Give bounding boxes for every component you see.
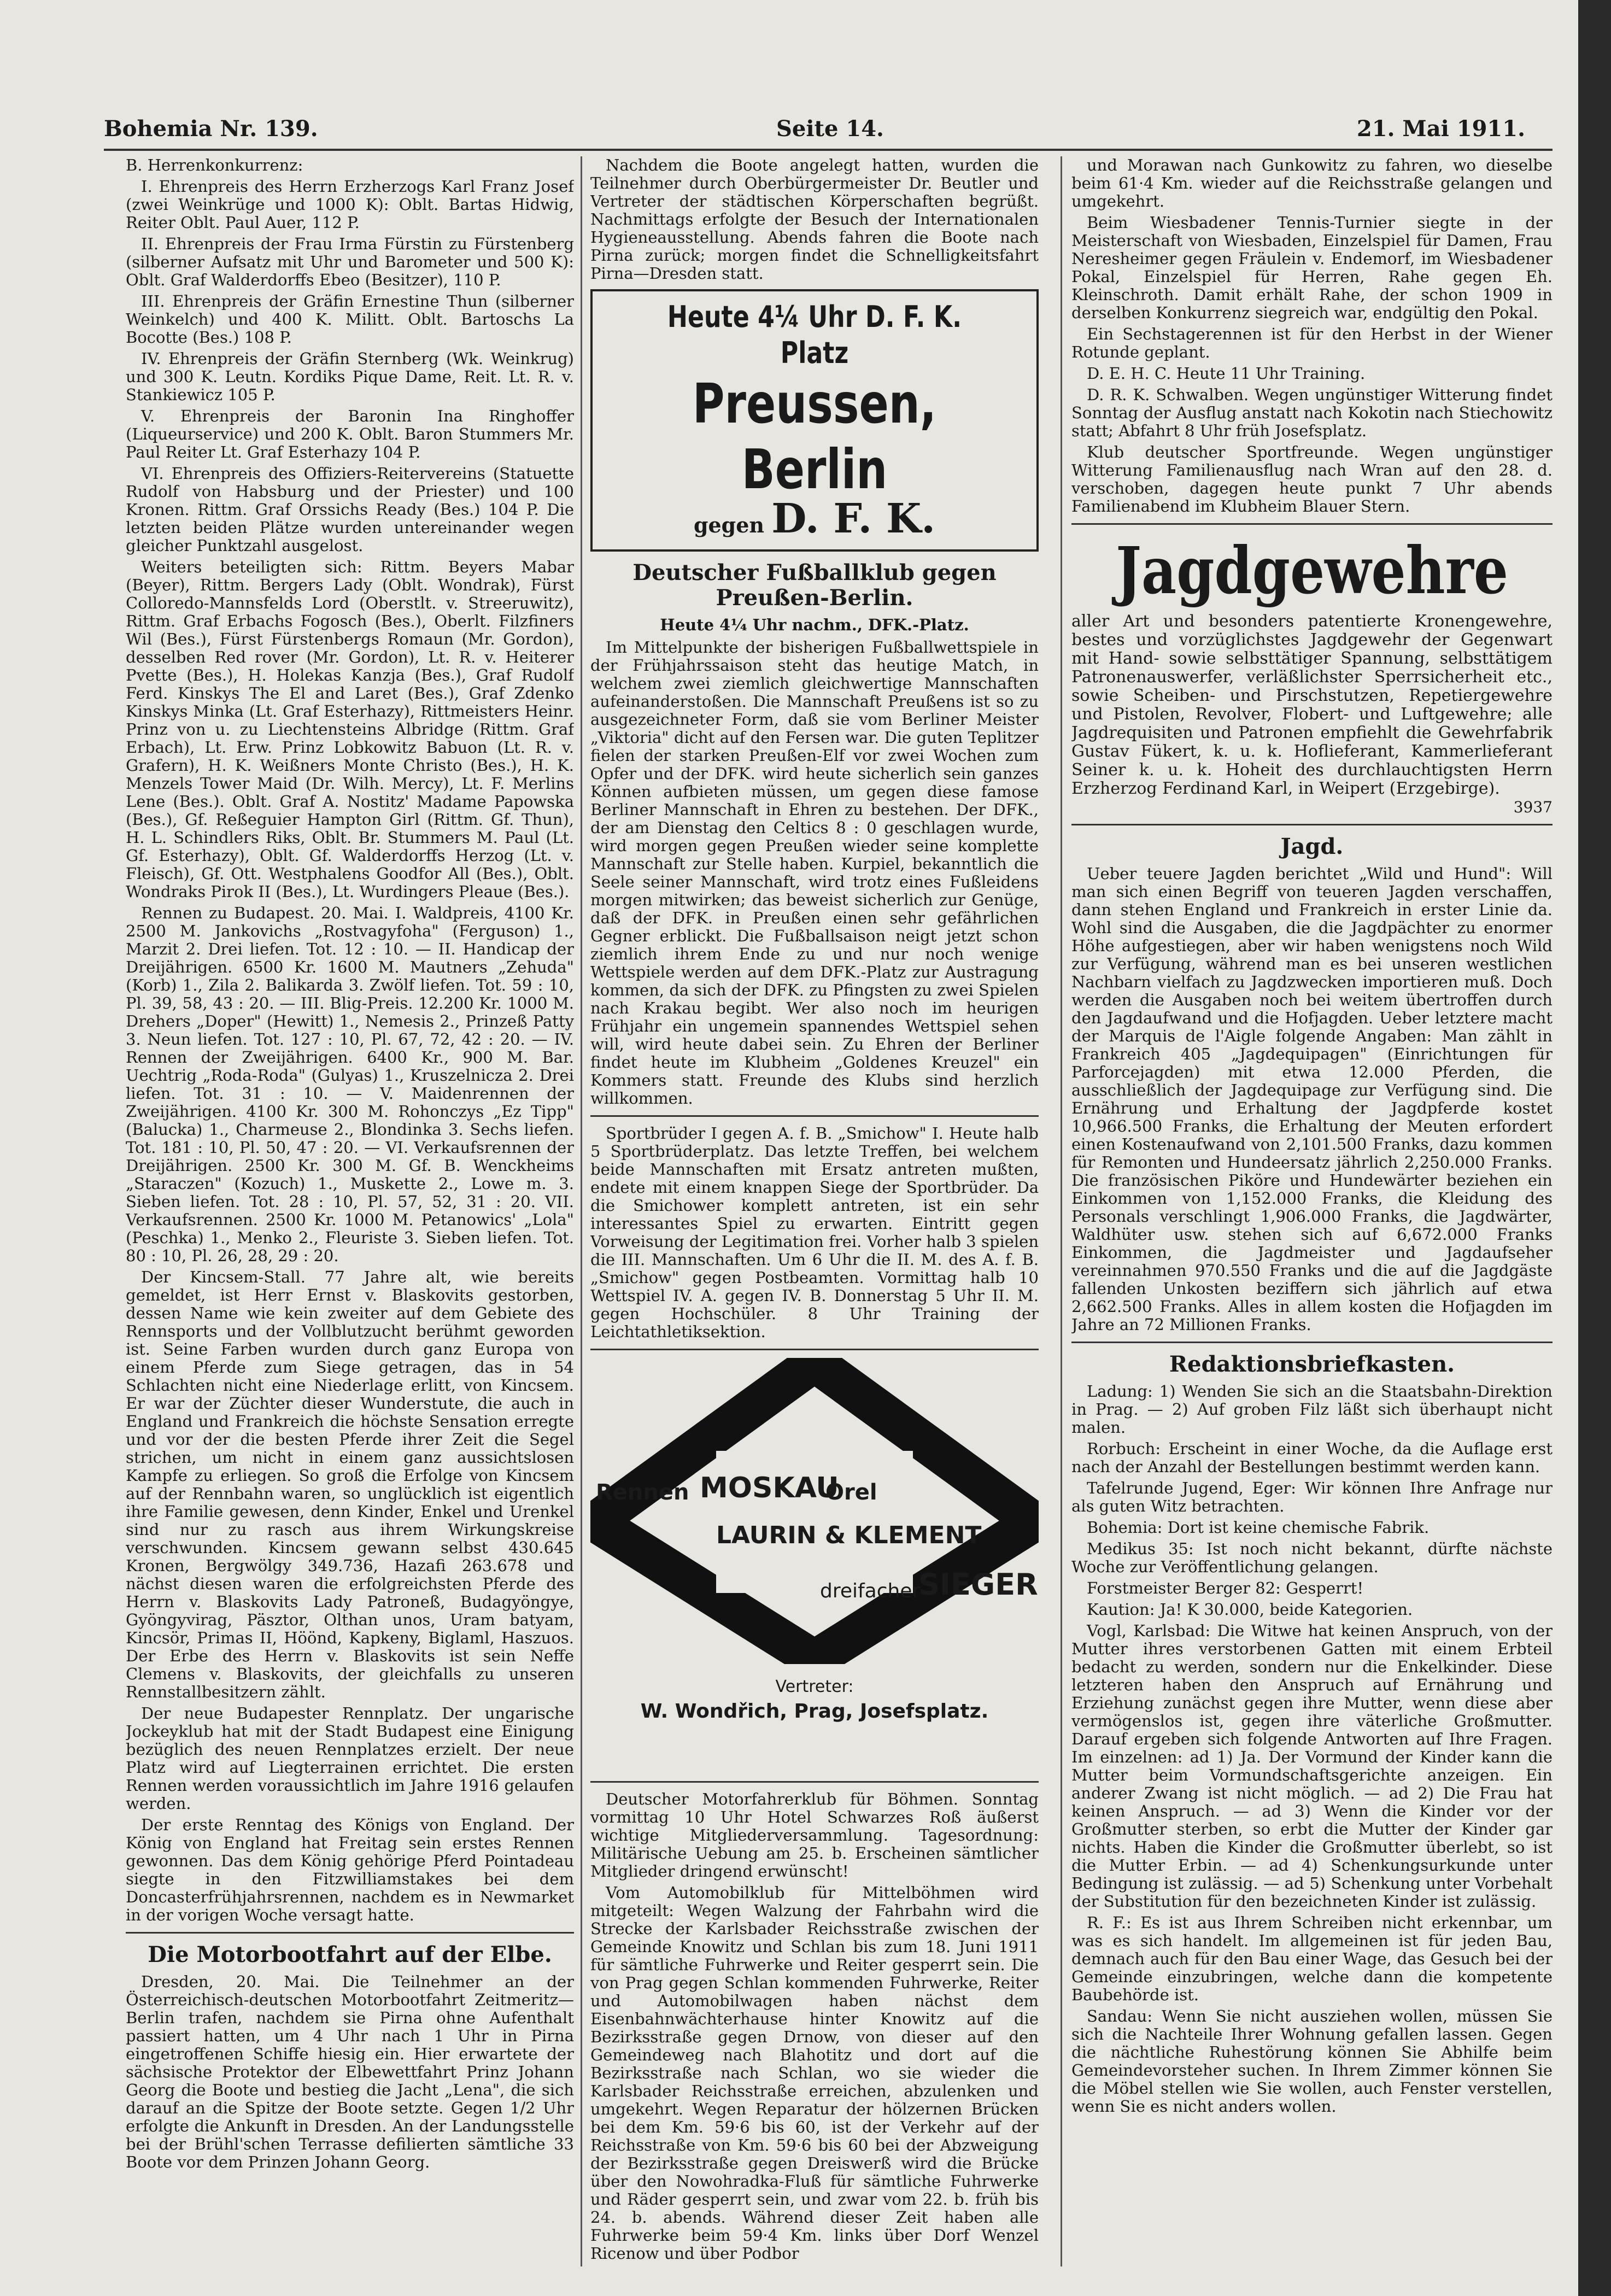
column-middle	[590, 156, 1039, 2266]
paragraph: und Morawan nach Gunkowitz zu fahren, wo dieselbe beim 61·4 Km. wieder auf die Reichsstraße gelangen und umgekehrt.	[1071, 156, 1553, 210]
advert-vertreter: Vertreter:	[775, 1677, 854, 1696]
headline-briefkasten: Redaktionsbriefkasten.	[1169, 1351, 1455, 1377]
paragraph: Dresden, 20. Mai. Die Teilnehmer an der Österreichisch-deutschen Motorbootfahrt Zeitmeritz—Berlin trafen, nachdem sie Pirna ohne Aufenthalt passiert hatten, um 4 Uhr nach 1 Uhr in Pirna eingetroffenen Schiffe hiesig ein. Hier erwartete der sächsische Protektor der Elbewettfahrt Prinz Johann Georg die Boote und bestieg die Jacht „Lena", die sich darauf an die Spitze der Boote setzte. Gegen 1/2 Uhr erfolgte die Ankunft in Dresden. An der Landungsstelle bei der Brühl'schen Terrasse defilierten sämtliche 33 Boote vor dem Prinzen Johann Georg.	[126, 1972, 574, 2171]
advert-sieger: SIEGER	[918, 1567, 1038, 1602]
section-rule	[126, 1932, 574, 1934]
reply-item: Sandau: Wenn Sie nicht ausziehen wollen, müssen Sie sich die Nachteile Ihrer Wohnung gefallen lassen. Gegen die nächtliche Ruhestörung können Sie Abhilfe beim Gemeindevorsteher suchen. In Ihrem Zimmer können Sie die Möbel stellen wie Sie wollen, auch Fenster verstellen, wenn Sie es nicht anders wollen.	[1071, 2007, 1553, 2116]
reply-item: Ladung: 1) Wenden Sie sich an die Staatsbahn-Direktion in Prag. — 2) Auf groben Filz läßt sich überhaupt nicht malen.	[1071, 1382, 1553, 1437]
section-rule	[1071, 824, 1553, 825]
paragraph: Weiters beteiligten sich: Rittm. Beyers Mabar (Beyer), Rittm. Bergers Lady (Oblt. Wondrak), Fürst Colloredo-Mannsfelds Lord (Oberstlt. v. Streeruwitz), Rittm. Graf Erbachs Fogosch (Bes.), Oberlt. Filzfiners Wil (Bes.), Fürst Fürstenbergs Romaun (Mr. Gordon), desselben Red rover (Mr. Gordon), Lt. R. v. Heiterer Pvette (Bes.), H. Holekas Kanzja (Bes.), Graf Rudolf Ferd. Kinskys The El and Laret (Bes.), Graf Zdenko Kinskys Minka (Lt. Graf Esterhazy), Rittmeisters Heinr. Prinz von u. zu Liechtensteins Albridge (Rittm. Graf Erbach), Lt. Erw. Prinz Lobkowitz Babuon (Lt. R. v. Grafern), H. K. Weißners Monte Christo (Bes.), H. K. Menzels Tower Maid (Dr. Wilh. Mercy), Lt. F. Merlins Lene (Bes.). Oblt. Graf A. Nostitz' Madame Papowska (Bes.), Gf. Reßeguier Hampton Girl (Rittm. Gf. Thun), H. L. Schindlers Riks, Oblt. Br. Stummers M. Paul (Lt. Gf. Esterhazy), Oblt. Gf. Walderdorffs Herzog (Lt. v. Fleisch), Gf. Ott. Westphalens Goodfor All (Bes.), Oblt. Wondraks Pirok II (Bes.), Lt. Wurdingers Pleaue (Bes.).	[126, 558, 574, 901]
diamond-logo-icon	[590, 1358, 1039, 1664]
reply-item: Forstmeister Berger 82: Gesperrt!	[1087, 1579, 1364, 1597]
advert-gegen: gegen	[693, 513, 765, 537]
header-page-number: Seite 14.	[776, 116, 884, 142]
scan-edge	[1578, 0, 1611, 2296]
paragraph: Beim Wiesbadener Tennis-Turnier siegte in der Meisterschaft von Wiesbaden, Einzelspiel für Damen, Frau Neresheimer gegen Fräulein v. Endemorf, im Wiesbadener Pokal, Einzelspiel für Herren, Rahe gegen Eh. Kleinschroth. Damit erhält Rahe, der schon 1909 in derselben Konkurrenz siegreich war, endgültig den Pokal.	[1071, 213, 1553, 322]
paragraph: D. R. K. Schwalben. Wegen ungünstiger Witterung findet Sonntag der Ausflug anstatt nach Kokotin nach Stiechowitz statt; Abfahrt 8 Uhr früh Josefsplatz.	[1071, 385, 1553, 440]
reply-item: Tafelrunde Jugend, Eger: Wir können Ihre Anfrage nur als guten Witz betrachten.	[1071, 1479, 1553, 1515]
header-issue: Bohemia Nr. 139.	[104, 116, 318, 142]
advert-address: W. Wondřich, Prag, Josefsplatz.	[640, 1700, 989, 1723]
page-header	[104, 116, 1525, 149]
paragraph: Klub deutscher Sportfreunde. Wegen ungünstiger Witterung Familienausflug nach Wran auf den 28. d. verschoben, dagegen heute punkt 7 Uhr abends Familienabend im Klubheim Blauer Stern.	[1071, 443, 1553, 516]
paragraph: Ueber teuere Jagden berichtet „Wild und Hund": Will man sich einen Begriff von teueren Jagden verschaffen, dann stehen England und Frankreich in erster Linie da. Wohl sind die Ausgaben, die die Jagdpächter zu enormer Höhe aufgestiegen, aber wir haben wenigstens noch Wild zur Verfügung, während man es bei unseren westlichen Nachbarn vielfach zu Jagdzwecken importieren muß. Doch werden die Ausgaben noch bei weitem übertroffen durch den Jagdaufwand und die Hofjagden. Ueber letztere macht der Marquis de l'Aigle folgende Angaben: Man zählt in Frankreich 405 „Jagdequipagen" (Einrichtungen für Parforcejagden) mit etwa 12.000 Pferden, die ausschließlich der Jagdequipage zur Verfügung sind. Die Ernährung und Erhaltung der Jagdpferde kostet 10,966.500 Franks, die Erhaltung der Meuten erfordert einen Kostenaufwand von 2,101.500 Franks, dazu kommen für Remonten und Hundeersatz jährlich 2,250.000 Franks. Die französischen Piköre und Hundewärter beziehen ein Einkommen von 1,152.000 Franks, die Kleidung des Personals verschlingt 1,906.000 Franks, die Jagdwärter, Waldhüter usw. stehen sich auf 6,672.000 Franks Einkommen, die Jagdmeister und Jagdaufseher vereinnahmen 970.550 Franks und die auf die Jagdgäste fallenden Unkosten beziffern sich jährlich auf etwa 2,662.500 Franks. Alles in allem kosten die Hofjagden im Jahre an 72 Millionen Franks.	[1071, 864, 1553, 1334]
advert-dreifacher: dreifacher	[820, 1580, 921, 1602]
paragraph: Der neue Budapester Rennplatz. Der ungarische Jockeyklub hat mit der Stadt Budapest eine Einigung bezüglich des neuen Rennplatzes erzielt. Der neue Platz wird auf Liegterrainen errichtet. Die ersten Rennen werden voraussichtlich im Jahre 1916 gelaufen werden.	[126, 1704, 574, 1813]
paragraph: Nachdem die Boote angelegt hatten, wurden die Teilnehmer durch Oberbürgermeister Dr. Beutler und Vertreter der städtischen Körperschaften begrüßt. Nachmittags erfolgte der Besuch der Internationalen Hygieneausstellung. Abends fahren die Boote nach Pirna zurück; morgen findet die Schnelligkeitsfahrt Pirna—Dresden statt.	[590, 156, 1039, 283]
advert-football-match	[590, 289, 1039, 552]
reply-item: R. F.: Es ist aus Ihrem Schreiben nicht erkennbar, um was es sich handelt. Im allgemeinen ist für jeden Bau, demnach auch für den Bau einer Wage, das Gesuch bei der Gemeinde einzubringen, welche dann die kompetente Baubehörde ist.	[1071, 1913, 1553, 2004]
header-date: 21. Mai 1911.	[1356, 116, 1525, 142]
paragraph: Deutscher Motorfahrerklub für Böhmen. Sonntag vormittag 10 Uhr Hotel Schwarzes Roß äußerst wichtige Mitgliederversammlung. Tagesordnung: Militärische Uebung am 25. b. Erscheinen sämtlicher Mitglieder dringend erwünscht!	[590, 1790, 1039, 1881]
reply-item: Rorbuch: Erscheint in einer Woche, da die Auflage erst nach der Anzahl der Bestellungen bestimmt werden kann.	[1071, 1439, 1553, 1476]
reply-item: Kaution: Ja! K 30.000, beide Kategorien.	[1087, 1600, 1413, 1619]
paragraph: V. Ehrenpreis der Baronin Ina Ringhoffer (Liqueurservice) und 200 K. Oblt. Baron Stummers Mr. Paul Reiter Lt. Graf Esterhazy 104 P.	[126, 407, 574, 461]
section-rule	[590, 1781, 1039, 1783]
advert-number: 3937	[1513, 798, 1553, 816]
advert-jagdgewehre-title: Jagdgewehre	[1116, 532, 1508, 608]
paragraph: D. E. H. C. Heute 11 Uhr Training.	[1087, 364, 1366, 383]
column-right	[1071, 156, 1553, 2266]
advert-club: D. F. K.	[771, 495, 936, 542]
paragraph: Vom Automobilklub für Mittelböhmen wird mitgeteilt: Wegen Walzung der Fahrbahn wird die Strecke der Karlsbader Reichsstraße zwischen der Gemeinde Knowitz und Schlan bis zum 18. Juni 1911 für sämtliche Fuhrwerke und Reiter gesperrt sein. Die von Prag gegen Schlan kommenden Fuhrwerke, Reiter und Automobilwagen haben nächst dem Eisenbahnwächterhause hinter Knowitz auf die Bezirksstraße gegen Drnow, von dieser auf den Gemeindeweg nach Blahotitz und dort auf die Bezirksstraße nach Schlan, wo sie wieder die Karlsbader Reichsstraße erreichen, abzulenken und umgekehrt. Wegen Reparatur der hölzernen Brücken bei dem Km. 59·6 bis 60, ist der Verkehr auf der Reichsstraße von Km. 59·6 bis 60 bei der Abzweigung der Bezirksstraße gegen Dreiswerß wird die Brücke über den Nowohradka-Fluß für sämtliche Fuhrwerke und Räder gesperrt sein, und zwar vom 22. b. früh bis 24. b. abends. Während dieser Zeit haben alle Fuhrwerke beim 59·4 Km. links über Dorf Wenzel Ricenow und über Podbor	[590, 1883, 1039, 2263]
paragraph: Der erste Renntag des Königs von England. Der König von England hat Freitag sein erstes Rennen gewonnen. Das dem König gehörige Pferd Pointadeau siegte in den Fitzwilliamstakes bei dem Doncasterfrühjahrsrennen, nachdem es in Newmarket in der vorigen Woche versagt hatte.	[126, 1815, 574, 1924]
paragraph: III. Ehrenpreis der Gräfin Ernestine Thun (silberner Weinkelch) und 400 K. Militt. Oblt. Bartoschs La Bocotte (Bes.) 108 P.	[126, 292, 574, 347]
column-rule-1	[581, 156, 582, 2266]
headline-motorboat: Die Motorbootfahrt auf der Elbe.	[148, 1942, 552, 1967]
paragraph: B. Herrenkonkurrenz:	[126, 156, 303, 174]
reply-item: Bohemia: Dort ist keine chemische Fabrik.	[1087, 1518, 1430, 1537]
header-rule	[104, 149, 1553, 151]
section-rule	[590, 1349, 1039, 1350]
advert-laurin-klement	[590, 1358, 1039, 1773]
section-rule	[590, 1115, 1039, 1117]
advert-jagdgewehre-text: aller Art und besonders patentierte Kronengewehre, bestes und vorzüglichstes Jagdgewehr der Gegenwart mit Hand- sowie selbsttätiger Spannung, selbsttätigem Patronenauswerfer, verläßlichster Sperrsicherheit etc., sowie Scheiben- und Pirschstutzen, Repetiergewehre und Pistolen, Revolver, Flobert- und Luftgewehre; alle Jagdrequisiten und Patronen empfiehlt die Gewehrfabrik Gustav Fükert, k. u. k. Hoflieferant, Kammerlieferant Seiner k. u. k. Hoheit des durchlauchtigsten Herrn Erzherzog Ferdinand Karl, in Weipert (Erzgebirge).	[1071, 612, 1553, 798]
advert-line: Heute 4¼ Uhr D. F. K. Platz	[667, 300, 962, 370]
paragraph: II. Ehrenpreis der Frau Irma Fürstin zu Fürstenberg (silberner Aufsatz mit Uhr und Barometer und 500 K): Oblt. Graf Walderdorffs Ebeo (Besitzer), 110 P.	[126, 235, 574, 289]
advert-team-name: Preussen, Berlin	[692, 372, 937, 501]
paragraph: Sportbrüder I gegen A. f. B. „Smichow" I. Heute halb 5 Sportbrüderplatz. Das letzte Treffen, bei welchem beide Mannschaften mit Ersatz antreten mußten, endete mit einem knappen Siege der Sportbrüder. Da die Smichower komplett antreten, ist ein sehr interessantes Spiel zu erwarten. Eintritt gegen Vorweisung der Legitimation frei. Vorher halb 3 spielen die III. Mannschaften. Um 6 Uhr die II. M. des A. f. B. „Smichow" gegen Postbeamten. Vormittag halb 10 Wettspiel IV. A. gegen IV. B. Donnerstag 5 Uhr II. M. gegen Hochschüler. 8 Uhr Training der Leichtathletiksektion.	[590, 1124, 1039, 1341]
paragraph: Der Kincsem-Stall. 77 Jahre alt, wie bereits gemeldet, ist Herr Ernst v. Blaskovits gestorben, dessen Name wie kein zweiter auf dem Gebiete des Rennsports und der Vollblutzucht berühmt geworden ist. Seine Farben wurden durch ganz Europa von einem Pferde zum Siege getragen, das in 54 Schlachten nicht eine Niederlage erlitt, von Kincsem. Er war der Züchter dieser Wunderstute, die auch in England und Frankreich die höchste Sensation erregte und vor der die besten Pferde ihrer Zeit die Segel strichen, um nicht in einem ganz aussichtslosen Kampfe zu erliegen. So groß die Erfolge von Kincsem auf der Rennbahn waren, so unglücklich ist eigentlich ihre Familie gewesen, denn Kinder, Enkel und Urenkel sind nur zu rasch aus ihrem Wirkungskreise verschwunden. Kincsem gewann selbst 430.645 Kronen, Bergwölgy 349.736, Hazafi 263.678 und nächst diesen waren die erfolgreichsten Pferde des Herrn v. Blaskovits Lady Patroneß, Budagyöngye, Gyöngyvirag, Päsztor, Olthan unos, Uram batyam, Kincsör, Primas II, Höönd, Kapkeny, Biglaml, Haszuos. Der Erbe des Herrn v. Blaskovits ist sein Neffe Clemens v. Blaskovits, der gleichfalls zu unseren Rennstallbesitzern zählt.	[126, 1268, 574, 1701]
paragraph: Ein Sechstagerennen ist für den Herbst in der Wiener Rotunde geplant.	[1071, 325, 1553, 361]
advert-brand: LAURIN & KLEMENT	[716, 1521, 982, 1549]
paragraph: VI. Ehrenpreis des Offiziers-Reitervereins (Statuette Rudolf von Habsburg und der Priester) und 100 Kronen. Rittm. Graf Orssichs Ready (Bes.) 104 P. Die letzten beiden Plätze wurden untereinander wegen gleicher Punktzahl ausgelost.	[126, 464, 574, 555]
column-left	[126, 156, 574, 2266]
reply-item: Medikus 35: Ist noch nicht bekannt, dürfte nächste Woche zur Veröffentlichung gelangen.	[1071, 1539, 1553, 1576]
section-rule	[1071, 523, 1553, 525]
section-rule	[1071, 1342, 1553, 1343]
advert-line	[598, 495, 1031, 542]
headline-jagd: Jagd.	[1280, 834, 1344, 859]
reply-item: Vogl, Karlsbad: Die Witwe hat keinen Anspruch, von der Mutter ihres verstorbenen Gatten mit einem Erbteil bedacht zu werden, sondern nur die Enkelkinder. Diese letzteren haben den Anspruch auf Ernährung und Erziehung zunächst gegen ihre Mutter, wenn diese aber vermögenslos ist, gegen ihre väterliche Großmutter. Darauf ergeben sich folgende Antworten auf Ihre Fragen. Im einzelnen: ad 1) Ja. Der Vormund der Kinder kann die Mutter beim Vormundschaftsgerichte anzeigen. Ein anderer Zwang ist nicht möglich. — ad 2) Die Frau hat keinen Anspruch. — ad 3) Wenn die Kinder vor der Großmutter sterben, so erbt die Mutter der Kinder gar nichts. Haben die Kinder die Großmutter überlebt, so ist die Mutter Erbin. — ad 4) Schenkungsurkunde unter Bedingung ist zulässig. — ad 5) Schenkung unter Vorbehalt der Substitution für den bezeichneten Kinder ist zulässig.	[1071, 1621, 1553, 1911]
column-rule-2	[1061, 156, 1062, 2266]
advert-rennen: Rennen	[596, 1480, 689, 1505]
paragraph: Im Mittelpunkte der bisherigen Fußballwettspiele in der Frühjahrssaison steht das heutige Match, in welchem zwei ziemlich gleichwertige Mannschaften aufeinanderstoßen. Die Mannschaft Preußens ist so zu ausgezeichneter Form, daß sie vom Berliner Meister „Viktoria" dicht auf den Fersen war. Die guten Teplitzer fielen der starken Preußen-Elf vor zwei Wochen zum Opfer und der DFK. wird heute sicherlich sein ganzes Können aufbieten müssen, um gegen diese famose Berliner Mannschaft in Ehren zu bestehen. Der DFK., der am Dienstag den Celtics 8 : 0 geschlagen wurde, wird morgen gegen Preußen wieder seine komplette Mannschaft zur Stelle haben. Kurpiel, bekanntlich die Seele seiner Mannschaft, wird trotz eines Fußleidens morgen mitwirken; das beweist sicherlich zur Genüge, daß der DFK. in Preußen einen sehr gefährlichen Gegner erblickt. Die Fußballsaison neigt jetzt schon ziemlich ihrem Ende zu und nur noch wenige Wettspiele werden auf dem DFK.-Platz zur Austragung kommen, da sich der DFK. zu Pfingsten zu zwei Spielen nach Krakau begibt. Wer also noch im heurigen Frühjahr ein ungemein spannendes Wettspiel sehen will, wird heute dabei sein. Zu Ehren der Berliner findet heute im Klubheim „Goldenes Kreuzel" ein Kommers statt. Freunde des Klubs sind herzlich willkommen.	[590, 638, 1039, 1108]
subheadline: Heute 4¼ Uhr nachm., DFK.-Platz.	[660, 616, 969, 634]
advert-orel: Orel	[825, 1480, 877, 1505]
paragraph: IV. Ehrenpreis der Gräfin Sternberg (Wk. Weinkrug) und 300 K. Leutn. Kordiks Pique Dame, Reit. Lt. R. v. Stankiewicz 105 P.	[126, 349, 574, 404]
advert-moskau: MOSKAU	[700, 1472, 839, 1504]
headline-football: Deutscher Fußballklub gegen Preußen-Berlin.	[632, 560, 997, 611]
paragraph: Rennen zu Budapest. 20. Mai. I. Waldpreis, 4100 Kr. 2500 M. Jankovichs „Rostvagyfoha" (Ferguson) 1., Marzit 2. Drei liefen. Tot. 12 : 10. — II. Handicap der Dreijährigen. 6500 Kr. 1600 M. Mautners „Zehuda" (Korb) 1., Zila 2. Balikarda 3. Zwölf liefen. Tot. 59 : 10, Pl. 39, 58, 43 : 20. — III. Blig-Preis. 12.200 Kr. 1000 M. Drehers „Doper" (Hewitt) 1., Nemesis 2., Prinzeß Patty 3. Neun liefen. Tot. 127 : 10, Pl. 67, 72, 42 : 20. — IV. Rennen der Zweijährigen. 6400 Kr., 900 M. Bar. Uechtrig „Roda-Roda" (Gulyas) 1., Kruszelnicza 2. Drei liefen. Tot. 31 : 10. — V. Maidenrennen der Zweijährigen. 4100 Kr. 300 M. Rohonczys „Ez Tipp" (Balucka) 1., Charmeuse 2., Blondinka 3. Sechs liefen. Tot. 181 : 10, Pl. 50, 47 : 20. — VI. Verkaufsrennen der Dreijährigen. 2500 Kr. 300 M. Gf. B. Wenckheims „Staraczen" (Kozuch) 1., Muskette 2., Lowe m. 3. Sieben liefen. Tot. 28 : 10, Pl. 57, 52, 31 : 20. VII. Verkaufsrennen. 2500 Kr. 1000 M. Petanowics' „Lola" (Peschka) 1., Menko 2., Fleuriste 3. Sieben liefen. Tot. 80 : 10, Pl. 26, 28, 29 : 20.	[126, 904, 574, 1265]
paragraph: I. Ehrenpreis des Herrn Erzherzogs Karl Franz Josef (zwei Weinkrüge und 1000 K): Oblt. Bartas Hidwig, Reiter Oblt. Paul Auer, 112 P.	[126, 177, 574, 232]
